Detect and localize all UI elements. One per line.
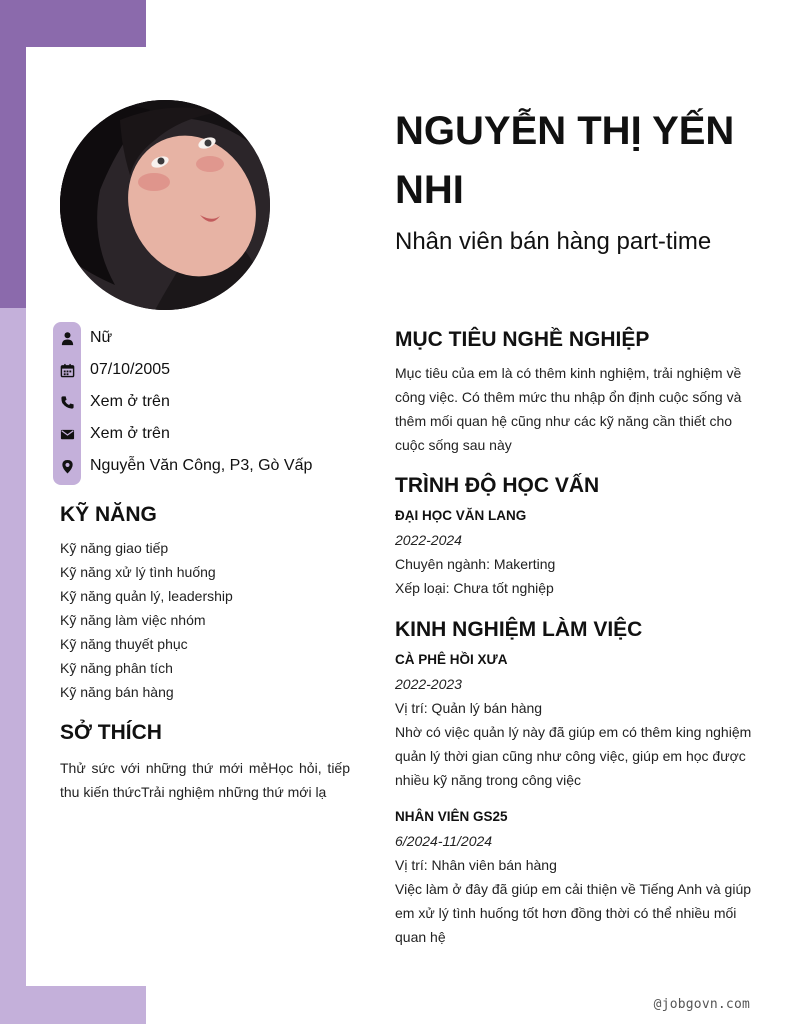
watermark: @jobgovn.com [653,997,750,1012]
contact-phone-text: Xem ở trên [90,393,170,410]
skill-item: Kỹ năng giao tiếp [60,540,169,556]
hobbies-section [60,718,350,804]
skill-item: Kỹ năng quản lý, leadership [60,588,233,604]
hobbies-title: SỞ THÍCH [60,721,162,744]
candidate-name: NGUYỄN THỊ YẾN NHI [395,109,735,212]
contact-address-text: Nguyễn Văn Công, P3, Gò Vấp [90,457,313,474]
experience-company: NHÂN VIÊN GS25 [395,809,508,824]
experience-item [395,805,755,949]
skill-item: Kỹ năng phân tích [60,660,173,676]
experience-company: CÀ PHÊ HỒI XƯA [395,652,508,667]
experience-section [395,615,755,949]
skill-item: Kỹ năng làm việc nhóm [60,612,206,628]
contact-birthday-text: 07/10/2005 [90,361,171,378]
education-section [395,471,755,600]
phone-icon [53,386,81,418]
experience-period: 2022-2023 [395,676,462,692]
contact-gender [53,322,353,354]
accent-band-left-dark [0,0,26,308]
experience-description: Việc làm ở đây đã giúp em cải thiện về Tiếng Anh và giúp em xử lý tình huống tốt hơn đồng thời có thể nhiều mối quan hệ [395,881,752,945]
skill-item: Kỹ năng bán hàng [60,684,174,700]
experience-description: Nhờ có việc quản lý này đã giúp em có thêm king nghiệm quản lý thời gian cũng như công việc, giúp em học được nhiều kỹ năng trong công việc [395,724,752,788]
contact-address [53,450,353,482]
accent-band-left-light [0,308,26,1024]
job-title: Nhân viên bán hàng part-time [395,228,712,255]
education-grade: Xếp loại: Chưa tốt nghiệp [395,580,554,596]
experience-item [395,648,755,792]
objective-text: Mục tiêu của em là có thêm kinh nghiệm, trải nghiệm về công việc. Có thêm mức thu nhập ổn định cuộc sống và thêm mối quan hệ cũng như các kỹ năng cần thiết cho cuộc sống sau này [395,365,742,453]
calendar-icon [53,354,81,386]
contact-phone [53,386,353,418]
contact-email-text: Xem ở trên [90,425,170,442]
education-major: Chuyên ngành: Makerting [395,556,556,572]
experience-period: 6/2024-11/2024 [395,833,493,849]
skills-title: KỸ NĂNG [60,503,157,526]
person-icon [53,322,81,354]
skill-item: Kỹ năng thuyết phục [60,636,188,652]
accent-band-bottom [0,986,146,1024]
experience-position: Vị trí: Nhân viên bán hàng [395,857,557,873]
contact-birthday [53,354,353,386]
experience-position: Vị trí: Quản lý bán hàng [395,700,543,716]
contact-email [53,418,353,450]
education-title: TRÌNH ĐỘ HỌC VẤN [395,474,600,497]
education-period: 2022-2024 [395,532,462,548]
objective-title: MỤC TIÊU NGHỀ NGHIỆP [395,328,650,351]
skills-section [60,500,350,704]
hobbies-text: Thử sức với những thứ mới mẻHọc hỏi, tiếp thu kiến thứcTrải nghiệm những thứ mới lạ [60,760,350,800]
mail-icon [53,418,81,450]
objective-section [395,325,755,457]
profile-photo [60,100,270,310]
skills-list [60,536,350,704]
contact-list [53,322,353,482]
experience-title: KINH NGHIỆM LÀM VIỆC [395,618,643,641]
contact-gender-text: Nữ [90,329,113,346]
skill-item: Kỹ năng xử lý tình huống [60,564,216,580]
location-pin-icon [53,450,81,482]
education-school: ĐẠI HỌC VĂN LANG [395,508,527,523]
